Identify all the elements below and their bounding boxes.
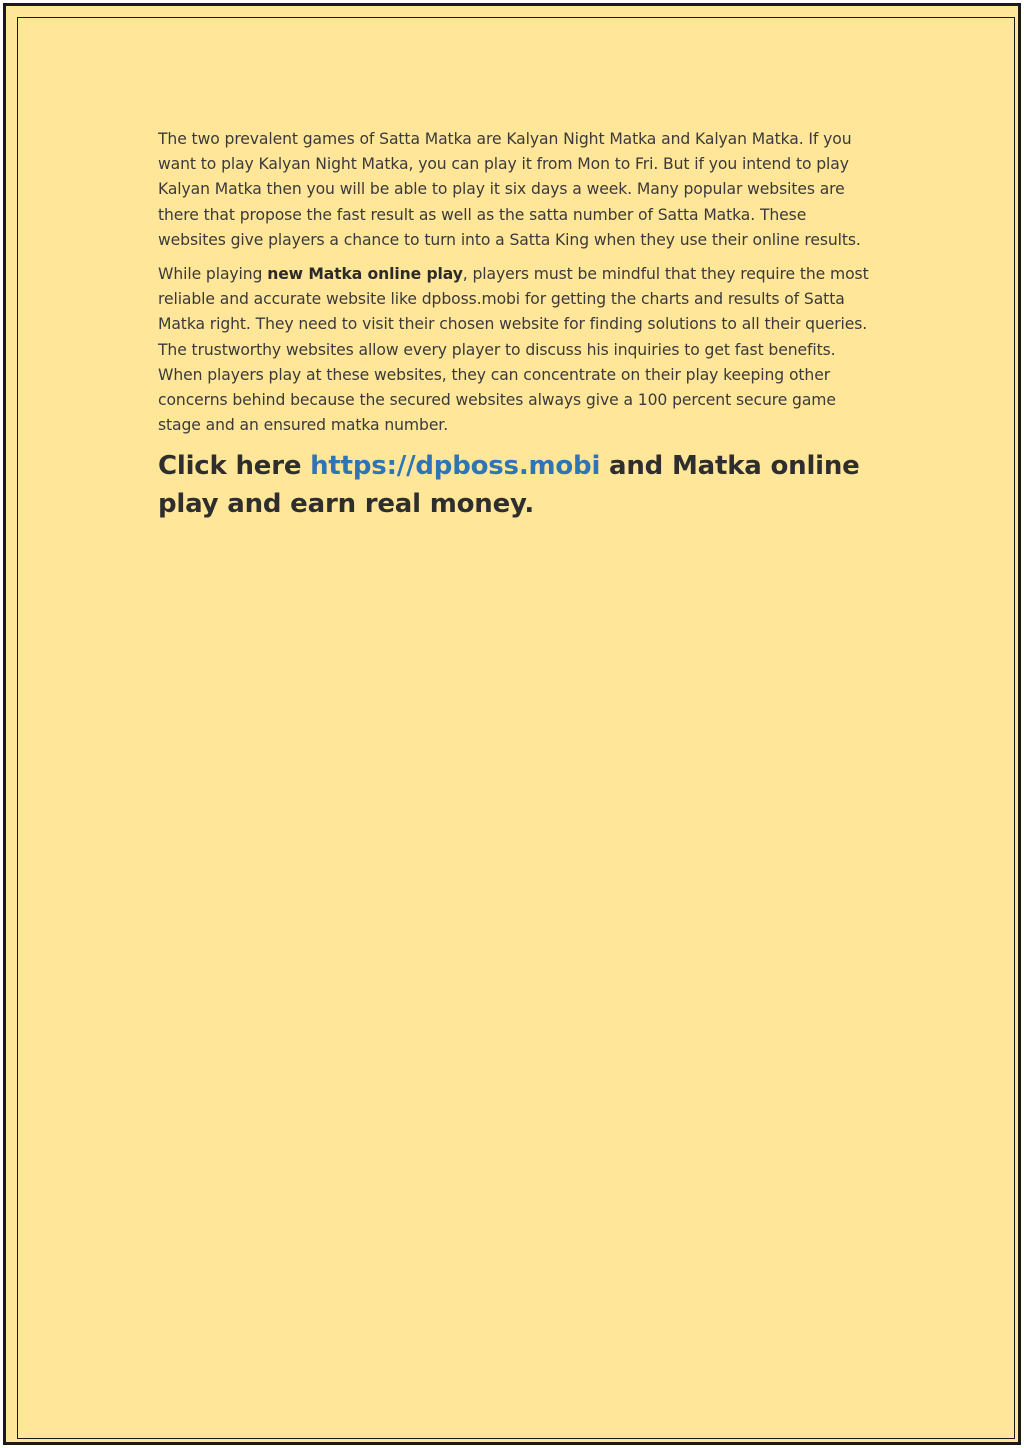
bold-phrase-new-matka-online-play: new Matka online play: [267, 265, 463, 284]
cta-prefix: Click here: [158, 451, 311, 482]
call-to-action-heading: [158, 447, 878, 523]
paragraph-text-rest: , players must be mindful that they require the most reliable and accurate website like dpboss.mobi for getting the charts and results of Satta Matka right. They need to visit their chosen website for finding solutions to all their queries. The trustworthy websites allow every player to discuss his inquiries to get fast benefits. When players play at these websites, they can concentrate on their play keeping other concerns behind because the secured websites always give a 100 percent secure game stage and an ensured matka number.: [158, 265, 869, 435]
document-page: [3, 3, 1021, 1445]
document-content: [158, 127, 878, 523]
paragraph-new-matka: [158, 262, 878, 438]
paragraph-text-lead: While playing: [158, 265, 268, 284]
paragraph-intro: The two prevalent games of Satta Matka are Kalyan Night Matka and Kalyan Matka. If you want to play Kalyan Night Matka, you can play it from Mon to Fri. But if you intend to play Kalyan Matka then you will be able to play it six days a week. Many popular websites are there that propose the fast result as well as the satta number of Satta Matka. These websites give players a chance to turn into a Satta King when they use their online results.: [158, 130, 861, 249]
cta-suffix: and Matka online play and earn real money.: [158, 451, 860, 520]
dpboss-link[interactable]: https://dpboss.mobi: [310, 451, 601, 482]
